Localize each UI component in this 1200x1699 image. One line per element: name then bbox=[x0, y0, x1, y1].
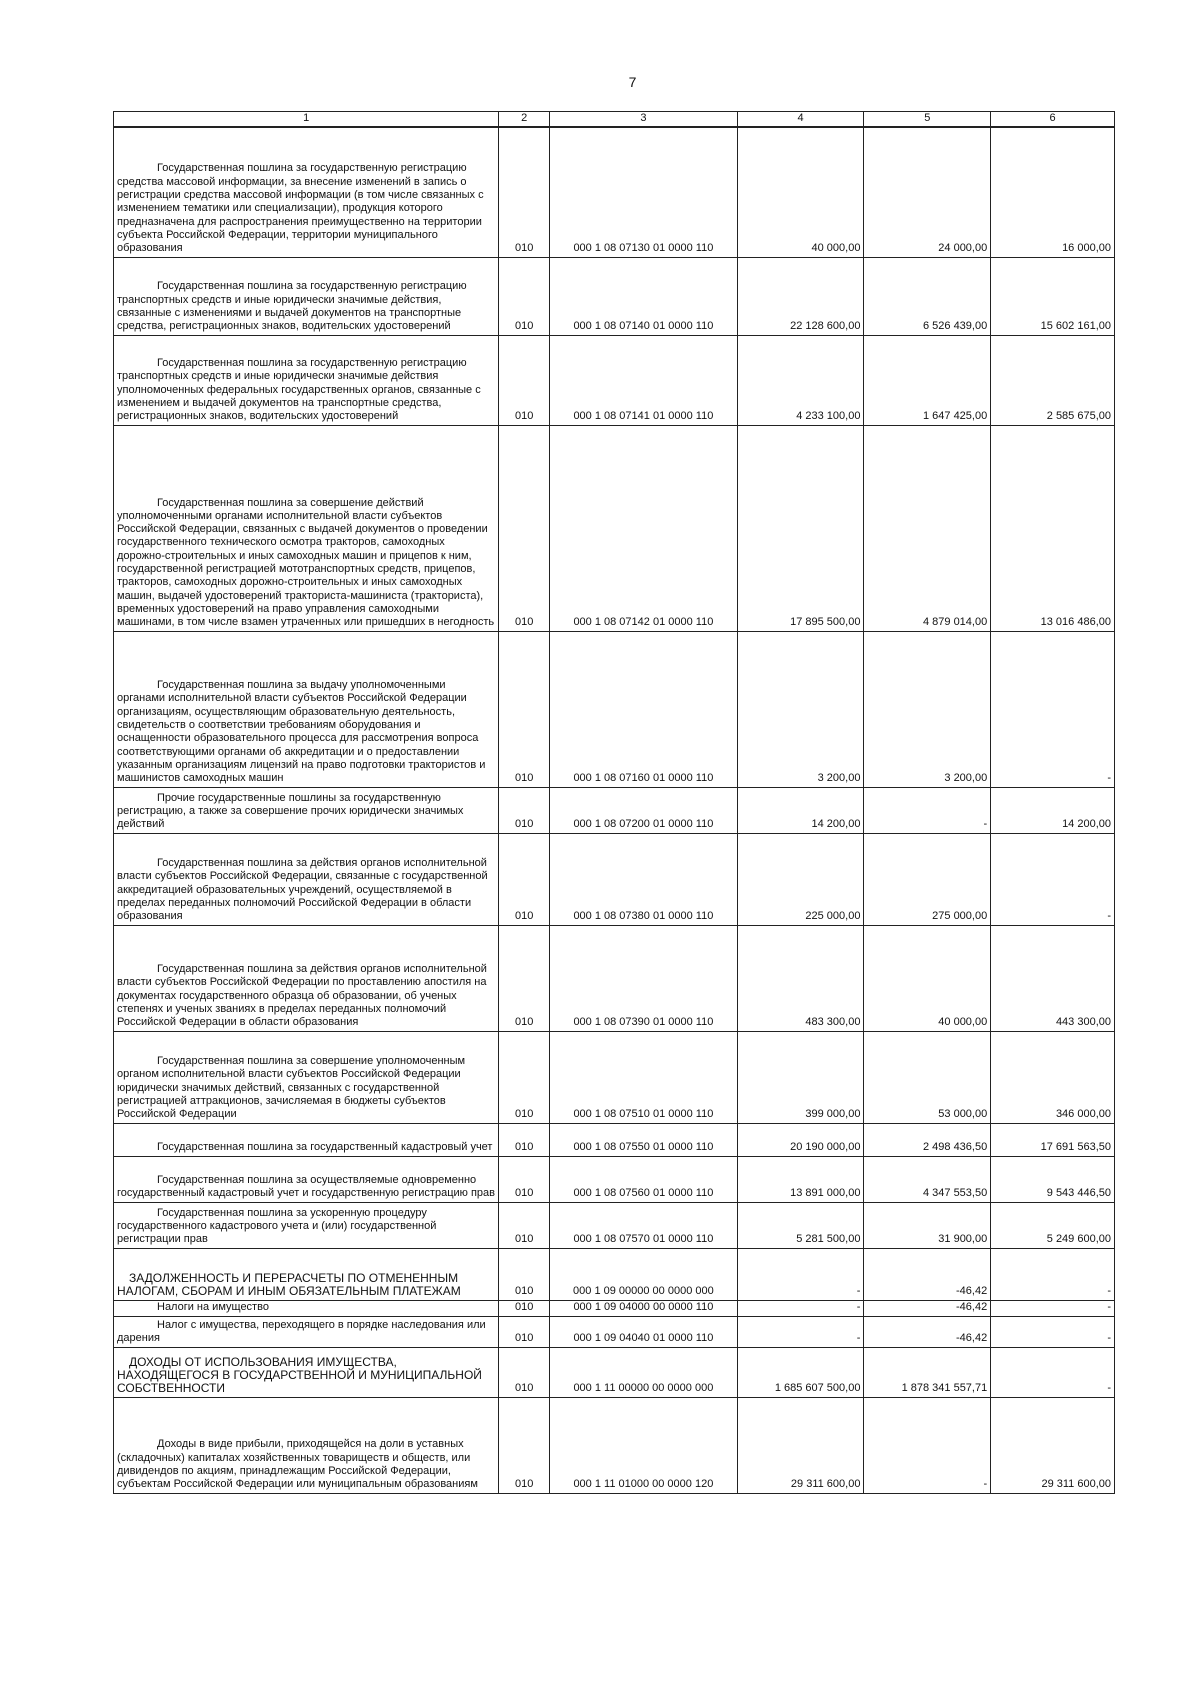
column-header: 6 bbox=[991, 112, 1115, 128]
row-unexecuted: - bbox=[991, 631, 1115, 787]
row-approved: 399 000,00 bbox=[737, 1031, 864, 1123]
row-name-text: Государственная пошлина за государственную регистрацию транспортных средств и иные юридически значимые действия, связанные с изменениями и выдачей документов на транспортные средства, регистрационных знаков, водительских удостоверений bbox=[117, 280, 467, 333]
row-name-text: ДОХОДЫ ОТ ИСПОЛЬЗОВАНИЯ ИМУЩЕСТВА, НАХОДЯЩЕГОСЯ В ГОСУДАРСТВЕННОЙ И МУНИЦИПАЛЬНОЙ СОБСТВЕННОСТИ bbox=[117, 1354, 482, 1396]
row-name bbox=[114, 1347, 499, 1397]
row-name bbox=[114, 335, 499, 425]
row-code: 010 bbox=[499, 787, 550, 833]
row-unexecuted: - bbox=[991, 1300, 1115, 1316]
row-name bbox=[114, 925, 499, 1031]
row-name bbox=[114, 1316, 499, 1347]
row-code: 010 bbox=[499, 1156, 550, 1202]
row-approved: 14 200,00 bbox=[737, 787, 864, 833]
column-header: 3 bbox=[550, 112, 738, 128]
row-code: 010 bbox=[499, 631, 550, 787]
row-unexecuted: 16 000,00 bbox=[991, 127, 1115, 257]
table-row bbox=[114, 833, 1115, 925]
table-row bbox=[114, 1248, 1115, 1300]
row-executed: - bbox=[864, 1397, 991, 1493]
row-approved: 225 000,00 bbox=[737, 833, 864, 925]
row-budget-code: 000 1 08 07142 01 0000 110 bbox=[550, 425, 738, 631]
row-executed: 275 000,00 bbox=[864, 833, 991, 925]
row-budget-code: 000 1 08 07390 01 0000 110 bbox=[550, 925, 738, 1031]
row-budget-code: 000 1 08 07200 01 0000 110 bbox=[550, 787, 738, 833]
row-executed: 53 000,00 bbox=[864, 1031, 991, 1123]
row-budget-code: 000 1 09 00000 00 0000 000 bbox=[550, 1248, 738, 1300]
row-budget-code: 000 1 08 07141 01 0000 110 bbox=[550, 335, 738, 425]
row-executed: 3 200,00 bbox=[864, 631, 991, 787]
row-executed: 4 347 553,50 bbox=[864, 1156, 991, 1202]
table-row bbox=[114, 1316, 1115, 1347]
row-executed: 24 000,00 bbox=[864, 127, 991, 257]
row-budget-code: 000 1 08 07550 01 0000 110 bbox=[550, 1123, 738, 1156]
row-code: 010 bbox=[499, 1316, 550, 1347]
row-name bbox=[114, 1202, 499, 1248]
row-name-text: Налог с имущества, переходящего в порядке наследования или дарения bbox=[117, 1318, 486, 1345]
row-name-text: Государственная пошлина за действия органов исполнительной власти субъектов Российской Федерации по проставлению апостиля на документах государственного образца об образовании, об ученых степенях и ученых званиях в пределах переданных полномочий Российской Федерации в области образования bbox=[117, 963, 487, 1029]
row-name-text: Государственная пошлина за действия органов исполнительной власти субъектов Российской Федерации, связанные с государственной аккредитацией образовательных учреждений, осуществляемой в пределах переданных полномочий Российской Федерации в области образования bbox=[117, 857, 488, 923]
row-name bbox=[114, 1248, 499, 1300]
row-code: 010 bbox=[499, 1397, 550, 1493]
row-unexecuted: 9 543 446,50 bbox=[991, 1156, 1115, 1202]
column-header: 5 bbox=[864, 112, 991, 128]
row-unexecuted: 5 249 600,00 bbox=[991, 1202, 1115, 1248]
revenue-table bbox=[113, 111, 1115, 1494]
row-name bbox=[114, 1156, 499, 1202]
table-row bbox=[114, 1156, 1115, 1202]
row-budget-code: 000 1 08 07560 01 0000 110 bbox=[550, 1156, 738, 1202]
row-name bbox=[114, 1031, 499, 1123]
row-name-text: Государственная пошлина за ускоренную процедуру государственного кадастрового учета и (или) государственной регистрации прав bbox=[117, 1206, 437, 1246]
row-code: 010 bbox=[499, 1031, 550, 1123]
row-approved: 1 685 607 500,00 bbox=[737, 1347, 864, 1397]
row-approved: 5 281 500,00 bbox=[737, 1202, 864, 1248]
row-executed: -46,42 bbox=[864, 1300, 991, 1316]
row-approved: - bbox=[737, 1248, 864, 1300]
table-row bbox=[114, 787, 1115, 833]
table-row bbox=[114, 127, 1115, 257]
row-code: 010 bbox=[499, 1202, 550, 1248]
table-row bbox=[114, 1300, 1115, 1316]
row-budget-code: 000 1 11 01000 00 0000 120 bbox=[550, 1397, 738, 1493]
row-code: 010 bbox=[499, 335, 550, 425]
row-executed: 1 878 341 557,71 bbox=[864, 1347, 991, 1397]
row-name-text: Государственная пошлина за совершение уполномоченным органом исполнительной власти субъектов Российской Федерации юридически значимых действий, связанных с государственной регистрацией аттракционов, зачисляемая в бюджеты субъектов Российской Федерации bbox=[117, 1055, 466, 1121]
row-approved: 40 000,00 bbox=[737, 127, 864, 257]
row-executed: -46,42 bbox=[864, 1248, 991, 1300]
row-name-text: Доходы в виде прибыли, приходящейся на доли в уставных (складочных) капиталах хозяйственных товариществ и обществ, или дивидендов по акциям, принадлежащим Российской Федерации, субъектам Российской Федерации или муниципальным образованиям bbox=[117, 1438, 478, 1491]
row-unexecuted: 2 585 675,00 bbox=[991, 335, 1115, 425]
row-unexecuted: 13 016 486,00 bbox=[991, 425, 1115, 631]
row-name-text: Государственная пошлина за выдачу уполномоченными органами исполнительной власти субъектов Российской Федерации организациям, осуществляющим образовательную деятельность, свидетельств о соответствии требованиям оборудования и оснащенности образовательного процесса для рассмотрения вопроса соответствующими органами об аккредитации и о предоставлении указанным организациям лицензий на право подготовки трактористов и машинистов самоходных машин bbox=[117, 679, 486, 785]
row-executed: 40 000,00 bbox=[864, 925, 991, 1031]
row-code: 010 bbox=[499, 833, 550, 925]
row-code: 010 bbox=[499, 1248, 550, 1300]
row-code: 010 bbox=[499, 1347, 550, 1397]
row-name bbox=[114, 257, 499, 335]
table-row bbox=[114, 335, 1115, 425]
column-header: 2 bbox=[499, 112, 550, 128]
column-header: 4 bbox=[737, 112, 864, 128]
row-name-text: Прочие государственные пошлины за государственную регистрацию, а также за совершение прочих юридически значимых действий bbox=[117, 791, 464, 831]
header-row bbox=[114, 112, 1115, 128]
row-unexecuted: 15 602 161,00 bbox=[991, 257, 1115, 335]
row-name bbox=[114, 127, 499, 257]
row-budget-code: 000 1 08 07570 01 0000 110 bbox=[550, 1202, 738, 1248]
row-unexecuted: - bbox=[991, 1316, 1115, 1347]
row-unexecuted: 17 691 563,50 bbox=[991, 1123, 1115, 1156]
row-unexecuted: 443 300,00 bbox=[991, 925, 1115, 1031]
row-approved: 483 300,00 bbox=[737, 925, 864, 1031]
row-executed: -46,42 bbox=[864, 1316, 991, 1347]
table-row bbox=[114, 925, 1115, 1031]
row-name-text: Государственная пошлина за государственную регистрацию средства массовой информации, за внесение изменений в запись о регистрации средства массовой информации (в том числе связанных с изменением тематики или специализации), продукция которого предназначена для распространения преимущественно на территории субъекта Российской Федерации, территории муниципального образования bbox=[117, 162, 484, 255]
row-code: 010 bbox=[499, 1300, 550, 1316]
table-row bbox=[114, 1202, 1115, 1248]
row-budget-code: 000 1 08 07510 01 0000 110 bbox=[550, 1031, 738, 1123]
table-row bbox=[114, 1397, 1115, 1493]
table-row bbox=[114, 1123, 1115, 1156]
row-name-text: Государственная пошлина за совершение действий уполномоченными органами исполнительной власти субъектов Российской Федерации, связанных с выдачей документов о проведении государственного технического осмотра тракторов, самоходных дорожно-строительных и иных самоходных машин и прицепов к ним, государственной регистрацией мототранспортных средств, прицепов, тракторов, самоходных дорожно-строительных и иных самоходных машин, выдачей удостоверений тракториста-машиниста (тракториста), временных удостоверений на право управления самоходными машинами, в том числе взамен утраченных или пришедших в негодность bbox=[117, 496, 495, 629]
row-approved: 22 128 600,00 bbox=[737, 257, 864, 335]
row-approved: 4 233 100,00 bbox=[737, 335, 864, 425]
row-executed: 4 879 014,00 bbox=[864, 425, 991, 631]
row-unexecuted: - bbox=[991, 1347, 1115, 1397]
row-budget-code: 000 1 08 07160 01 0000 110 bbox=[550, 631, 738, 787]
row-unexecuted: - bbox=[991, 1248, 1115, 1300]
row-unexecuted: 29 311 600,00 bbox=[991, 1397, 1115, 1493]
row-approved: 17 895 500,00 bbox=[737, 425, 864, 631]
row-name bbox=[114, 1300, 499, 1316]
row-name-text: Государственная пошлина за осуществляемые одновременно государственный кадастровый учет и государственную регистрацию прав bbox=[117, 1173, 495, 1200]
table-row bbox=[114, 1347, 1115, 1397]
row-code: 010 bbox=[499, 925, 550, 1031]
row-budget-code: 000 1 09 04040 01 0000 110 bbox=[550, 1316, 738, 1347]
row-approved: 13 891 000,00 bbox=[737, 1156, 864, 1202]
row-budget-code: 000 1 08 07140 01 0000 110 bbox=[550, 257, 738, 335]
row-code: 010 bbox=[499, 1123, 550, 1156]
row-name bbox=[114, 631, 499, 787]
row-budget-code: 000 1 08 07380 01 0000 110 bbox=[550, 833, 738, 925]
row-executed: 6 526 439,00 bbox=[864, 257, 991, 335]
row-name bbox=[114, 833, 499, 925]
row-name-text: Государственная пошлина за государственную регистрацию транспортных средств и иные юридически значимые действия уполномоченных федеральных государственных органов, связанные с изменением и выдачей документов на транспортные средства, регистрационных знаков, водительских удостоверений bbox=[117, 357, 481, 423]
row-name-text: ЗАДОЛЖЕННОСТЬ И ПЕРЕРАСЧЕТЫ ПО ОТМЕНЕННЫМ НАЛОГАМ, СБОРАМ И ИНЫМ ОБЯЗАТЕЛЬНЫМ ПЛАТЕЖАМ bbox=[117, 1270, 461, 1299]
row-name bbox=[114, 787, 499, 833]
table-row bbox=[114, 1031, 1115, 1123]
row-executed: - bbox=[864, 787, 991, 833]
row-unexecuted: 346 000,00 bbox=[991, 1031, 1115, 1123]
column-header: 1 bbox=[114, 112, 499, 128]
row-approved: 20 190 000,00 bbox=[737, 1123, 864, 1156]
row-budget-code: 000 1 09 04000 00 0000 110 bbox=[550, 1300, 738, 1316]
page-number: 7 bbox=[628, 74, 637, 90]
table-body bbox=[114, 127, 1115, 1493]
row-code: 010 bbox=[499, 127, 550, 257]
table-row bbox=[114, 425, 1115, 631]
row-approved: - bbox=[737, 1316, 864, 1347]
row-name bbox=[114, 425, 499, 631]
row-name-text: Государственная пошлина за государственный кадастровый учет bbox=[157, 1141, 493, 1154]
row-executed: 31 900,00 bbox=[864, 1202, 991, 1248]
row-code: 010 bbox=[499, 257, 550, 335]
row-name bbox=[114, 1123, 499, 1156]
table-row bbox=[114, 631, 1115, 787]
row-budget-code: 000 1 08 07130 01 0000 110 bbox=[550, 127, 738, 257]
row-name bbox=[114, 1397, 499, 1493]
row-approved: 3 200,00 bbox=[737, 631, 864, 787]
row-executed: 1 647 425,00 bbox=[864, 335, 991, 425]
row-approved: - bbox=[737, 1300, 864, 1316]
row-code: 010 bbox=[499, 425, 550, 631]
row-executed: 2 498 436,50 bbox=[864, 1123, 991, 1156]
row-unexecuted: 14 200,00 bbox=[991, 787, 1115, 833]
row-budget-code: 000 1 11 00000 00 0000 000 bbox=[550, 1347, 738, 1397]
row-name-text: Налоги на имущество bbox=[157, 1301, 269, 1314]
row-approved: 29 311 600,00 bbox=[737, 1397, 864, 1493]
row-unexecuted: - bbox=[991, 833, 1115, 925]
table-row bbox=[114, 257, 1115, 335]
